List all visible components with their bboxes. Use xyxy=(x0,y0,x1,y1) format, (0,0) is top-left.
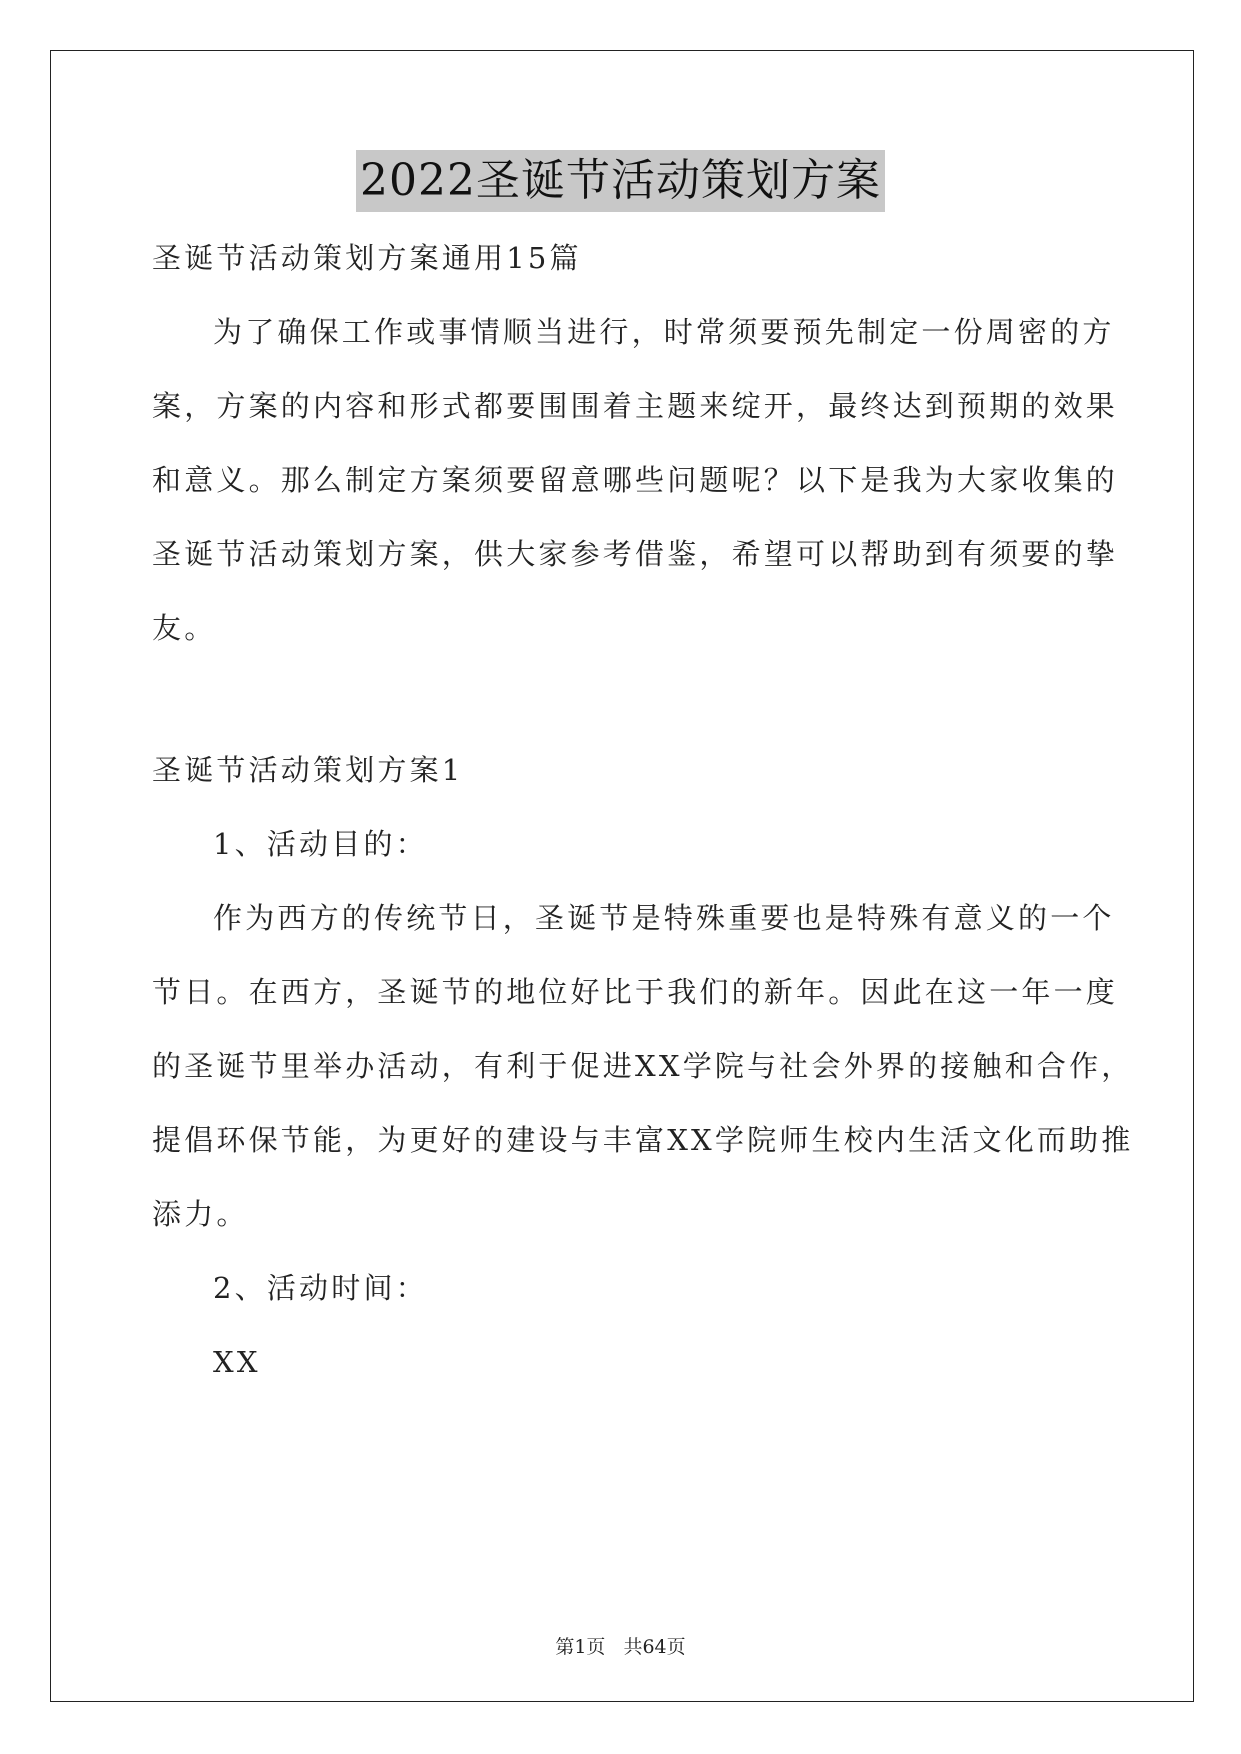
item1-line-4: 提倡环保节能，为更好的建设与丰富XX学院师生校内生活文化而助推 xyxy=(152,1123,1134,1157)
page-footer xyxy=(0,1632,1241,1659)
item2-heading: 2、活动时间： xyxy=(213,1271,428,1305)
section-heading: 圣诞节活动策划方案1 xyxy=(152,753,464,787)
document-subtitle: 圣诞节活动策划方案通用15篇 xyxy=(152,241,582,275)
intro-line-4: 圣诞节活动策划方案，供大家参考借鉴，希望可以帮助到有须要的挚 xyxy=(152,537,1119,571)
item2-value: XX xyxy=(213,1345,261,1379)
page-number: 第1页 xyxy=(555,1636,606,1658)
page-total: 共64页 xyxy=(623,1636,686,1658)
document-title: 2022圣诞节活动策划方案 xyxy=(356,150,885,212)
intro-line-2: 案，方案的内容和形式都要围围着主题来绽开，最终达到预期的效果 xyxy=(152,389,1119,423)
item1-line-1: 作为西方的传统节日，圣诞节是特殊重要也是特殊有意义的一个 xyxy=(213,901,1115,935)
item1-line-3: 的圣诞节里举办活动，有利于促进XX学院与社会外界的接触和合作， xyxy=(152,1049,1134,1083)
item1-line-5: 添力。 xyxy=(152,1197,249,1231)
intro-line-3: 和意义。那么制定方案须要留意哪些问题呢？以下是我为大家收集的 xyxy=(152,463,1119,497)
title-container xyxy=(0,150,1241,212)
intro-line-5: 友。 xyxy=(152,611,217,645)
item1-heading: 1、活动目的： xyxy=(213,827,428,861)
intro-line-1: 为了确保工作或事情顺当进行，时常须要预先制定一份周密的方 xyxy=(213,315,1115,349)
item1-line-2: 节日。在西方，圣诞节的地位好比于我们的新年。因此在这一年一度 xyxy=(152,975,1119,1009)
page-border xyxy=(50,50,1194,1702)
